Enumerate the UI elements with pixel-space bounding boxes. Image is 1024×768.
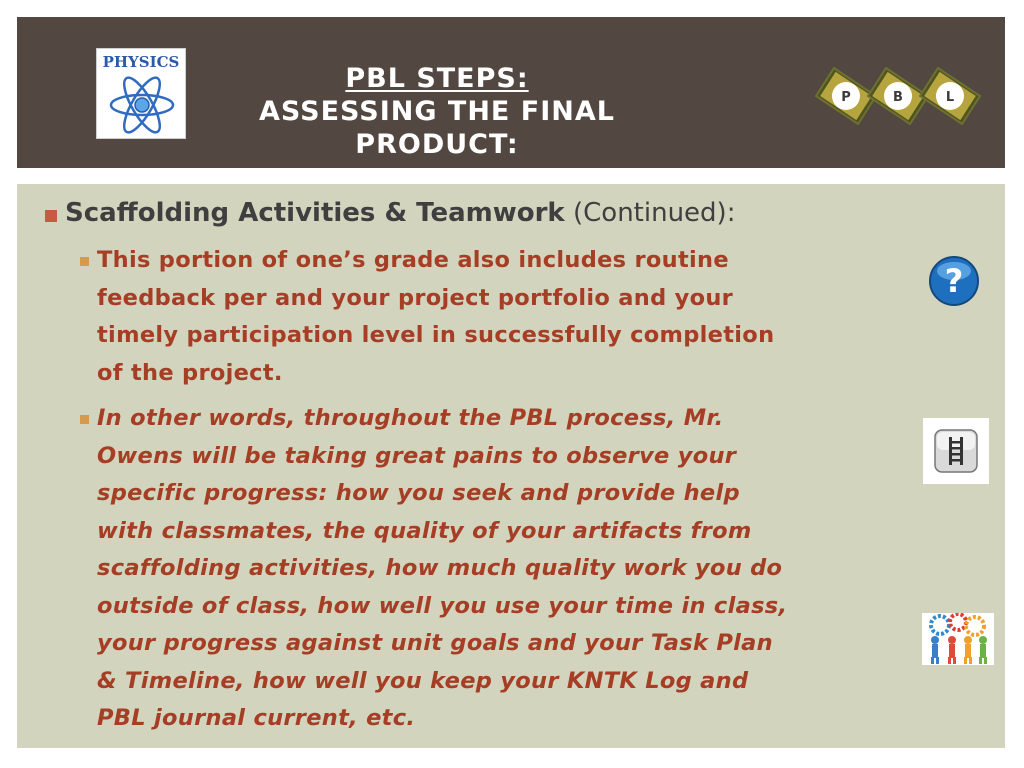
badge-l: L: [945, 90, 955, 105]
slide-title: [207, 62, 667, 161]
slide-header: [17, 17, 1005, 168]
sub-bullet-marker-2: [80, 415, 89, 424]
title-line-2: ASSESSING THE FINAL PRODUCT:: [259, 96, 615, 160]
sub-bullet-2: In other words, throughout the PBL process, Mr. Owens will be taking great pains to observe your specific progress: how you seek and provide help with classmates, the quality of your artifacts from scaffolding activities, how much quality work you do outside of class, how well you use your time in class, your progress against unit goals and your Task Plan & Timeline, how well you keep your KNTK Log and PBL journal current, etc.: [97, 405, 788, 731]
svg-text:?: ?: [944, 262, 964, 300]
pbl-badges-icon: [814, 62, 984, 130]
main-bullet-marker: [45, 210, 57, 222]
main-bullet-rest: (Continued):: [564, 198, 736, 228]
physics-logo: [96, 48, 186, 139]
title-line-1: PBL STEPS:: [345, 63, 529, 94]
ladder-icon: [923, 418, 989, 484]
main-bullet: [65, 198, 735, 228]
main-bullet-bold: Scaffolding Activities & Teamwork: [65, 198, 565, 228]
atom-icon: [107, 71, 177, 135]
badge-b: B: [893, 90, 903, 105]
teamwork-gears-icon: [922, 613, 994, 665]
slide-content: [17, 184, 1005, 748]
badge-p: P: [841, 90, 851, 105]
sub-bullet-marker-1: [80, 257, 89, 266]
logo-text: PHYSICS: [102, 53, 180, 71]
sub-bullet-1: This portion of one’s grade also includes routine feedback per and your project portfolio and your timely participation level in successfully completion of the project.: [97, 247, 775, 386]
question-icon: [928, 255, 980, 307]
